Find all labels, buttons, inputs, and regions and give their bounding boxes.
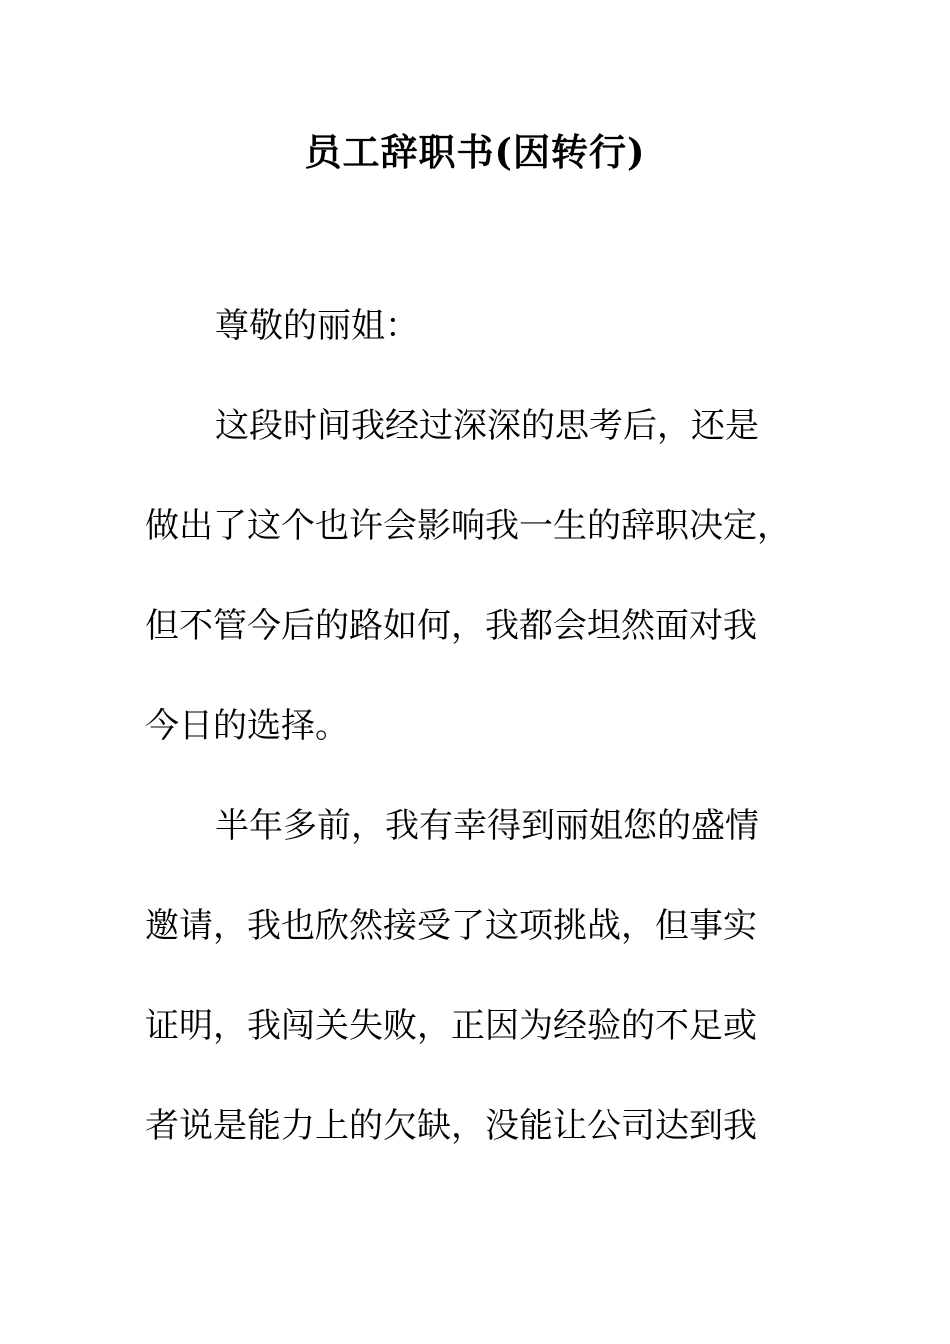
- paragraph-line: 这段时间我经过深深的思考后，还是: [215, 406, 759, 446]
- paragraph-line: 做出了这个也许会影响我一生的辞职决定，: [145, 506, 791, 546]
- paragraph-line: 但不管今后的路如何，我都会坦然面对我: [145, 606, 757, 646]
- salutation-line: 尊敬的丽姐：: [215, 306, 419, 346]
- document-body: [145, 296, 805, 1196]
- paragraph-line: 今日的选择。: [145, 706, 349, 746]
- paragraph-line: 邀请，我也欣然接受了这项挑战，但事实: [145, 906, 757, 946]
- paragraph-line: 证明，我闯关失败，正因为经验的不足或: [145, 1006, 757, 1046]
- paragraph-line: 半年多前，我有幸得到丽姐您的盛情: [215, 806, 759, 846]
- document-title: 员工辞职书(因转行): [304, 130, 646, 174]
- paragraph-line: 者说是能力上的欠缺，没能让公司达到我: [145, 1106, 757, 1146]
